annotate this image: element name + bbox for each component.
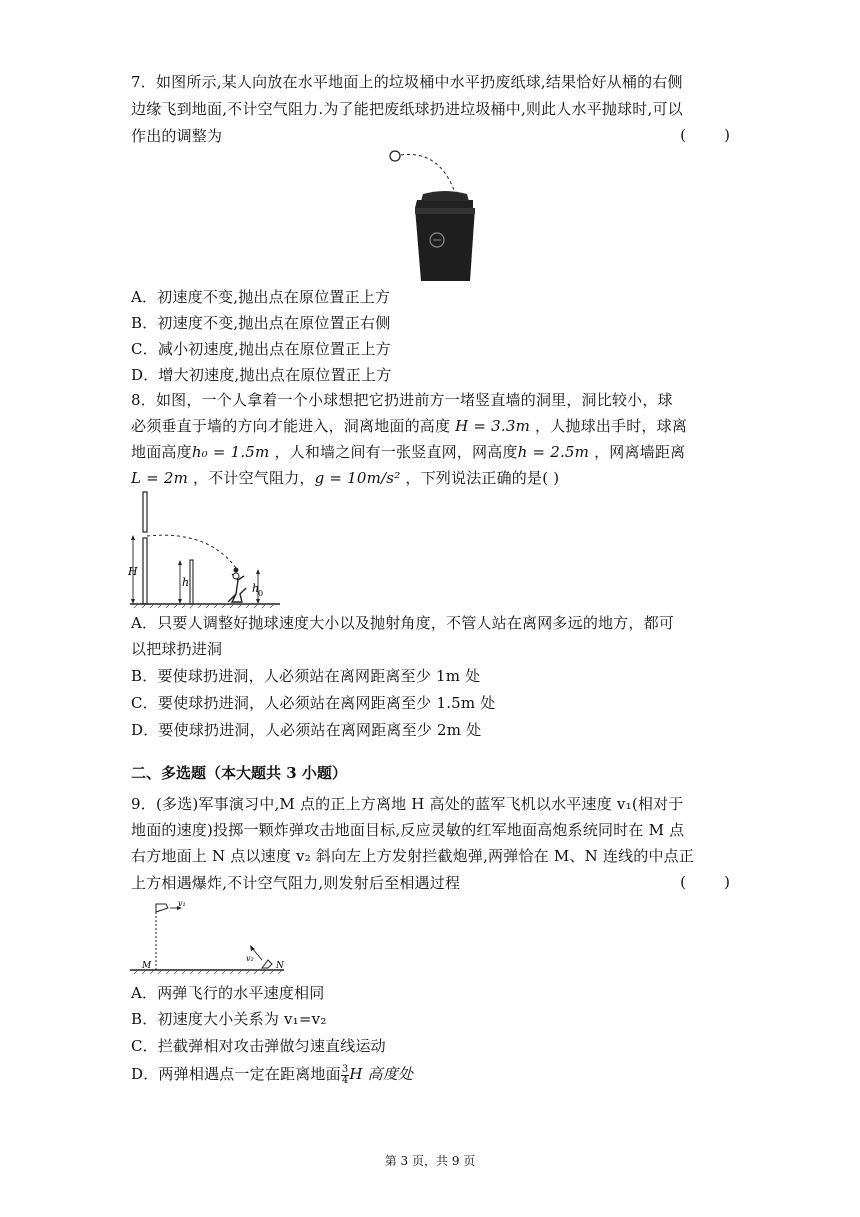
q7-option-a: A．初速度不变,抛出点在原位置正上方 bbox=[131, 288, 391, 306]
section-heading-multiple-choice: 二、多选题（本大题共 3 小题） bbox=[131, 764, 347, 782]
q8-option-b: B．要使球扔进洞，人必须站在离网距离至少 1m 处 bbox=[131, 667, 481, 685]
q8-option-a-line2: 以把球扔进洞 bbox=[131, 640, 223, 658]
label-v1: v₁ bbox=[178, 899, 186, 908]
q9-option-a: A．两弹飞行的水平速度相同 bbox=[131, 984, 325, 1002]
q8-option-a-line1: A．只要人调整好抛球速度大小以及抛射角度，不管人站在离网多远的地方，都可 bbox=[131, 614, 675, 632]
q8-line3: 地面高度h₀ = 1.5m ，人和墙之间有一张竖直网，网高度h = 2.5m ，网离墙距离 bbox=[131, 443, 686, 461]
q9-option-c: C．拦截弹相对攻击弹做匀速直线运动 bbox=[131, 1037, 386, 1055]
label-h0: h bbox=[252, 582, 260, 595]
page-footer: 第 3 页，共 9 页 bbox=[384, 1154, 476, 1168]
q9-line3: 右方地面上 N 点以速度 v₂ 斜向左上方发射拦截炮弹,两弹恰在 M、N 连线的中点正 bbox=[131, 847, 695, 865]
q9-answer-paren: ( ) bbox=[680, 873, 730, 891]
q7-option-b: B．初速度不变,抛出点在原位置正右侧 bbox=[131, 314, 391, 332]
wall-net-figure bbox=[128, 490, 288, 610]
q9-option-b: B．初速度大小关系为 v₁=v₂ bbox=[131, 1010, 327, 1028]
plane-interceptor-figure bbox=[128, 898, 293, 978]
trash-can-figure bbox=[385, 148, 485, 283]
label-N: N bbox=[276, 961, 284, 971]
q7-line3: 作出的调整为 bbox=[131, 127, 223, 145]
fraction-three-quarters: $\frac{3}{4}$ bbox=[341, 1063, 349, 1086]
q8-line4: L = 2m ，不计空气阻力，g = 10m/s² ，下列说法正确的是( ) bbox=[131, 469, 560, 487]
q9-line4: 上方相遇爆炸,不计空气阻力,则发射后至相遇过程 bbox=[131, 874, 461, 892]
q9-option-d: D．两弹相遇点一定在距离地面 $\frac{3}{4}$ H 高度处 bbox=[131, 1063, 414, 1086]
q7-line2: 边缘飞到地面,不计空气阻力.为了能把废纸球扔进垃圾桶中,则此人水平抛球时,可以 bbox=[131, 100, 683, 118]
label-M: M bbox=[142, 961, 152, 971]
q8-option-c: C．要使球扔进洞，人必须站在离网距离至少 1.5m 处 bbox=[131, 694, 496, 712]
q7-option-c: C．减小初速度,抛出点在原位置正上方 bbox=[131, 340, 391, 358]
q8-line2: 必须垂直于墙的方向才能进入，洞离地面的高度 H = 3.3m ，人抛球出手时，球离 bbox=[131, 417, 688, 435]
q8-line1: 8．如图，一个人拿着一个小球想把它扔进前方一堵竖直墙的洞里，洞比较小，球 bbox=[131, 391, 673, 409]
q9-line1: 9．(多选)军事演习中,M 点的正上方离地 H 高处的蓝军飞机以水平速度 v₁(相对于 bbox=[131, 795, 684, 813]
label-v2: v₂ bbox=[246, 954, 254, 963]
q7-answer-paren: ( ) bbox=[680, 126, 730, 144]
label-h: h bbox=[182, 576, 190, 589]
q8-option-d: D．要使球扔进洞，人必须站在离网距离至少 2m 处 bbox=[131, 721, 482, 739]
q7-option-d: D．增大初速度,抛出点在原位置正上方 bbox=[131, 366, 392, 384]
q9-line2: 地面的速度)投掷一颗炸弹攻击地面目标,反应灵敏的红军地面高炮系统同时在 M 点 bbox=[131, 821, 685, 839]
q7-line1: 7．如图所示,某人向放在水平地面上的垃圾桶中水平扔废纸球,结果恰好从桶的右侧 bbox=[131, 73, 683, 91]
label-h0-sub: 0 bbox=[258, 589, 264, 598]
label-H: H bbox=[128, 565, 138, 578]
